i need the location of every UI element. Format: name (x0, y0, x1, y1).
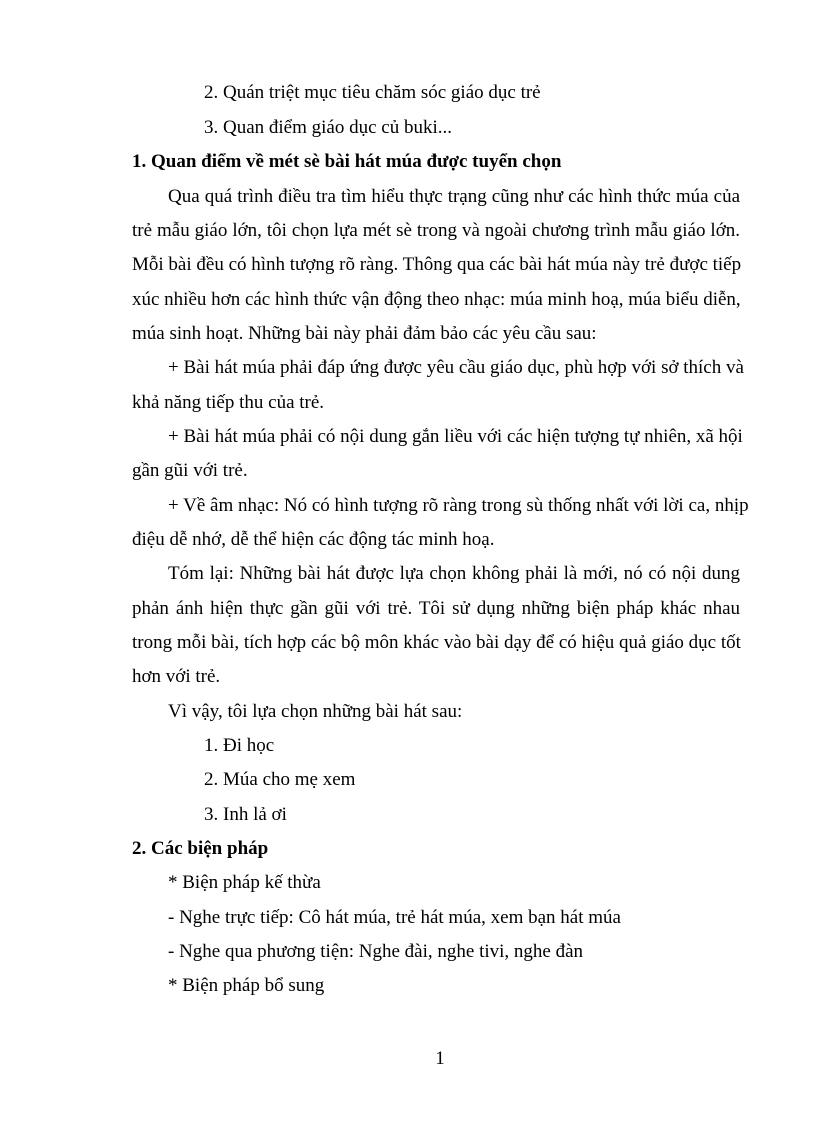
section-1-heading: 1. Quan điểm về mét sè bài hát múa được tuyển chọn (132, 151, 562, 172)
paragraph-line: trẻ mẫu giáo lớn, tôi chọn lựa mét sè trong và ngoài chương trình mẫu giáo lớn. (132, 220, 740, 241)
requirement-line: gần gũi với trẻ. (132, 460, 248, 481)
measure-item: - Nghe trực tiếp: Cô hát múa, trẻ hát múa, xem bạn hát múa (168, 907, 621, 928)
requirement-line: + Bài hát múa phải đáp ứng được yêu cầu giáo dục, phù hợp với sở thích và (168, 357, 744, 378)
song-item: 3. Inh lả ơi (204, 804, 287, 825)
requirement-line: điệu dễ nhớ, dễ thể hiện các động tác minh hoạ. (132, 529, 495, 550)
outline-item: 3. Quan điểm giáo dục củ buki... (204, 117, 453, 138)
summary-line: phản ánh hiện thực gần gũi với trẻ. Tôi sử dụng những biện pháp khác nhau (132, 598, 740, 619)
songs-intro: Vì vậy, tôi lựa chọn những bài hát sau: (168, 701, 463, 722)
paragraph-line: Mỗi bài đều có hình tượng rõ ràng. Thông qua các bài hát múa này trẻ được tiếp (132, 254, 742, 275)
paragraph-line: múa sinh hoạt. Những bài này phải đảm bảo các yêu cầu sau: (132, 323, 597, 344)
requirement-line: khả năng tiếp thu của trẻ. (132, 392, 325, 413)
requirement-line: + Bài hát múa phải có nội dung gắn liều với các hiện tượng tự nhiên, xã hội (168, 426, 743, 447)
measure-item: - Nghe qua phương tiện: Nghe đài, nghe tivi, nghe đàn (168, 941, 584, 962)
requirement-line: + Về âm nhạc: Nó có hình tượng rõ ràng trong sù thống nhất với lời ca, nhịp (168, 495, 749, 516)
paragraph-line: Qua quá trình điều tra tìm hiểu thực trạng cũng như các hình thức múa của (168, 186, 740, 207)
paragraph-line: xúc nhiều hơn các hình thức vận động theo nhạc: múa minh hoạ, múa biểu diễn, (132, 289, 741, 310)
measure-item: * Biện pháp kế thừa (168, 872, 321, 893)
summary-line: trong mỗi bài, tích hợp các bộ môn khác vào bài dạy để có hiệu quả giáo dục tốt (132, 632, 741, 653)
page-number: 1 (435, 1048, 445, 1069)
summary-line: hơn với trẻ. (132, 666, 221, 687)
song-item: 2. Múa cho mẹ xem (204, 769, 356, 790)
song-item: 1. Đi học (204, 735, 275, 756)
measure-item: * Biện pháp bổ sung (168, 975, 325, 996)
outline-item: 2. Quán triệt mục tiêu chăm sóc giáo dục trẻ (204, 82, 541, 103)
summary-line: Tóm lại: Những bài hát được lựa chọn không phải là mới, nó có nội dung (168, 563, 740, 584)
section-2-heading: 2. Các biện pháp (132, 838, 269, 859)
